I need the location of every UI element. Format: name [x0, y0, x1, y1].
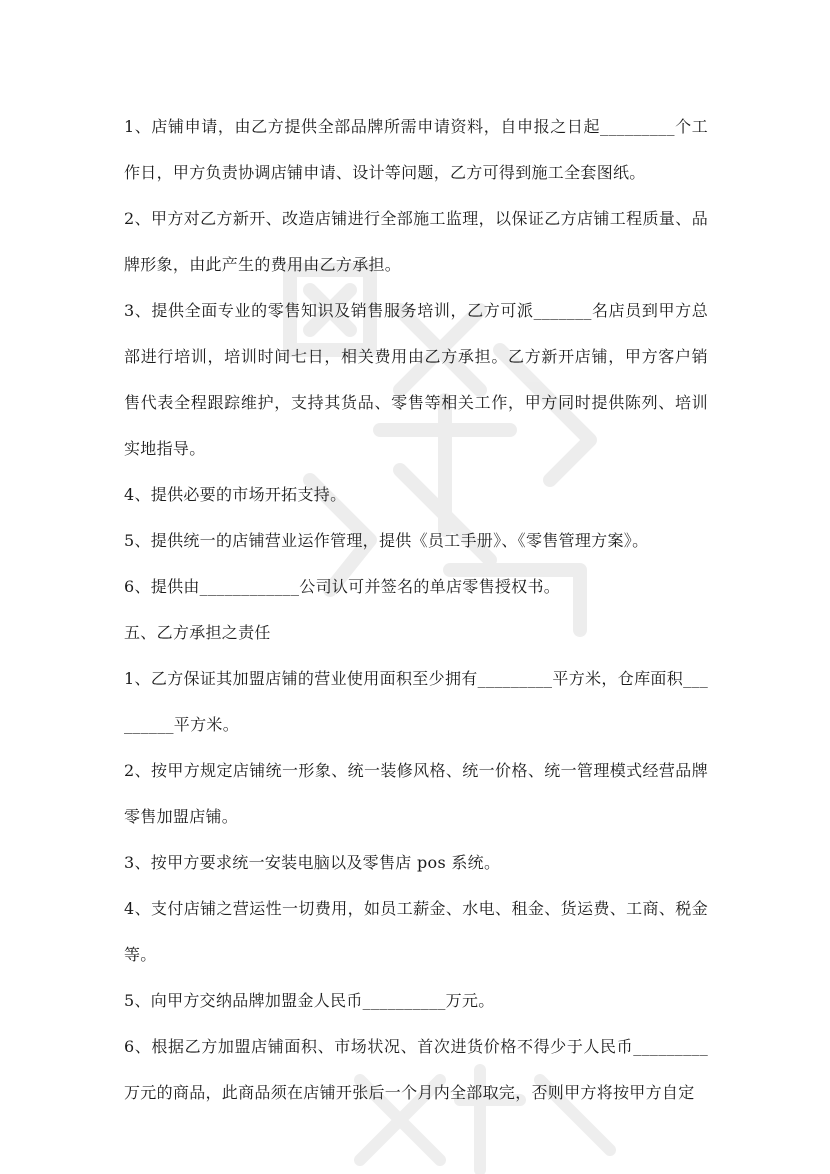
paragraph-1: 1、店铺申请，由乙方提供全部品牌所需申请资料，自申报之日起_________个工作日，甲方负责协调店铺申请、设计等问题，乙方可得到施工全套图纸。	[124, 117, 708, 182]
section-heading: 五、乙方承担之责任	[124, 623, 271, 642]
paragraph-2: 2、甲方对乙方新开、改造店铺进行全部施工监理，以保证乙方店铺工程质量、品牌形象，由此产生的费用由乙方承担。	[124, 209, 708, 274]
paragraph-12: 6、根据乙方加盟店铺面积、市场状况、首次进货价格不得少于人民币_________万元的商品，此商品须在店铺开张后一个月内全部取完，否则甲方将按甲方自定	[124, 1037, 708, 1102]
paragraph-10: 4、支付店铺之营运性一切费用，如员工薪金、水电、租金、货运费、工商、税金等。	[124, 899, 708, 964]
paragraph-3: 3、提供全面专业的零售知识及销售服务培训，乙方可派_______名店员到甲方总部进行培训，培训时间七日，相关费用由乙方承担。乙方新开店铺，甲方客户销售代表全程跟踪维护，支持其货品、零售等相关工作，甲方同时提供陈列、培训实地指导。	[124, 301, 708, 458]
paragraph-6: 6、提供由____________公司认可并签名的单店零售授权书。	[124, 577, 561, 596]
paragraph-11: 5、向甲方交纳品牌加盟金人民币__________万元。	[124, 991, 495, 1010]
paragraph-7: 1、乙方保证其加盟店铺的营业使用面积至少拥有_________平方米，仓库面积_________平方米。	[124, 669, 708, 734]
paragraph-4: 4、提供必要的市场开拓支持。	[124, 485, 347, 504]
paragraph-8: 2、按甲方规定店铺统一形象、统一装修风格、统一价格、统一管理模式经营品牌零售加盟店铺。	[124, 761, 708, 826]
paragraph-9: 3、按甲方要求统一安装电脑以及零售店 pos 系统。	[124, 853, 501, 872]
paragraph-5: 5、提供统一的店铺营业运作管理，提供《员工手册》、《零售管理方案》。	[124, 531, 649, 550]
document-body	[124, 104, 708, 1116]
